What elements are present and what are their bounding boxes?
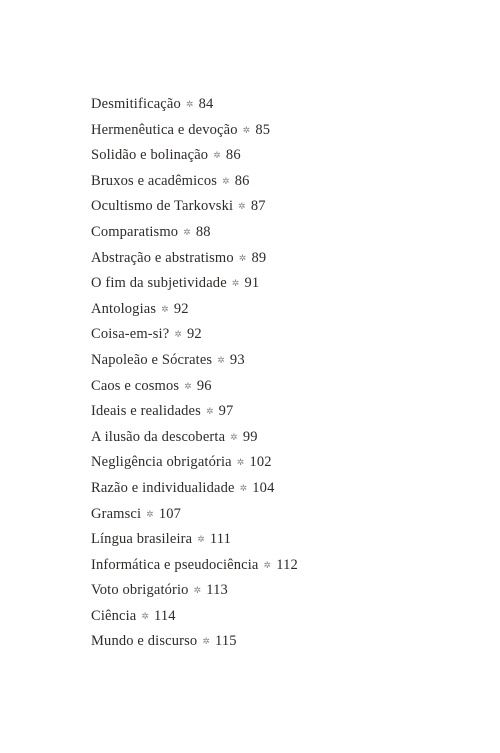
toc-entry-page: 112 [276, 556, 298, 573]
toc-entry-page: 84 [198, 96, 214, 112]
toc-entry-page: 86 [225, 147, 241, 164]
separator-icon: ✲ [161, 303, 169, 314]
toc-entry [91, 578, 298, 604]
separator-icon: ✲ [193, 585, 202, 596]
toc-entry-page: 99 [242, 428, 258, 445]
separator-icon: ✲ [197, 534, 205, 545]
toc-entry [91, 220, 298, 246]
toc-entry-title: Hermenêutica e devoção [91, 121, 238, 138]
separator-icon: ✲ [205, 406, 214, 417]
toc-entry-page: 87 [250, 198, 266, 215]
toc-entry [91, 527, 298, 553]
separator-icon: ✲ [183, 226, 191, 237]
toc-entry [91, 553, 298, 579]
toc-entry-title: Razão e individualidade [91, 479, 235, 496]
toc-entry-title: Antologias [91, 300, 157, 317]
toc-entry-page: 107 [158, 505, 182, 522]
separator-icon: ✲ [146, 508, 154, 519]
separator-icon: ✲ [174, 329, 183, 340]
toc-entry [91, 143, 298, 169]
toc-entry-title: Coisa-em-si? [91, 326, 170, 343]
toc-entry [91, 374, 298, 400]
toc-entry-title: Comparatismo [91, 223, 179, 240]
toc-entry [91, 502, 298, 528]
separator-icon: ✲ [184, 380, 192, 391]
toc-entry-title: Desmitificação [91, 96, 181, 112]
toc-entry-title: Informática e pseudociência [91, 556, 259, 573]
separator-icon: ✲ [213, 150, 221, 161]
toc-entry-title: Mundo e discurso [91, 633, 198, 650]
toc-entry [91, 604, 298, 630]
toc-entry-title: Ciência [91, 607, 137, 624]
separator-icon: ✲ [217, 354, 225, 365]
toc-entry-title: O fim da subjetividade [91, 275, 227, 292]
toc-entry-page: 86 [234, 172, 250, 189]
toc-entry-title: A ilusão da descoberta [91, 428, 226, 445]
toc-entry-page: 85 [255, 121, 271, 138]
toc-entry [91, 476, 298, 502]
toc-entry [91, 92, 298, 118]
toc-entry [91, 322, 298, 348]
toc-entry-page: 102 [249, 454, 272, 471]
toc-entry-page: 91 [244, 275, 260, 292]
toc-entry-page: 111 [209, 531, 232, 548]
toc-entry [91, 629, 298, 655]
toc-entry-page: 96 [196, 377, 212, 394]
separator-icon: ✲ [242, 124, 251, 135]
toc-entry-page: 97 [218, 403, 234, 420]
separator-icon: ✲ [238, 201, 246, 212]
separator-icon: ✲ [230, 431, 238, 442]
separator-icon: ✲ [141, 610, 150, 621]
toc-entry-title: Napoleão e Sócrates [91, 351, 213, 368]
toc-entry [91, 425, 298, 451]
toc-entry-title: Abstração e abstratismo [91, 249, 234, 266]
separator-icon: ✲ [239, 482, 248, 493]
toc-entry [91, 399, 298, 425]
toc-entry-page: 113 [206, 582, 228, 599]
toc-entry-title: Negligência obrigatória [91, 454, 232, 471]
toc-entry-title: Voto obrigatório [91, 582, 189, 599]
toc-entry-title: Ideais e realidades [91, 403, 201, 420]
toc-entry [91, 118, 298, 144]
toc-entry-page: 89 [251, 249, 267, 266]
toc-entry-page: 92 [173, 300, 189, 317]
toc-entry-page: 92 [187, 326, 202, 343]
toc-entry [91, 348, 298, 374]
separator-icon: ✲ [231, 278, 240, 289]
separator-icon: ✲ [263, 559, 272, 570]
separator-icon: ✲ [238, 252, 247, 263]
toc-entry-title: Gramsci [91, 505, 142, 522]
toc-entry [91, 271, 298, 297]
toc-entry-title: Bruxos e acadêmicos [91, 172, 218, 189]
toc-entry-page: 104 [252, 479, 275, 496]
toc-entry-page: 114 [154, 607, 176, 624]
toc-entry-page: 93 [229, 351, 245, 368]
separator-icon: ✲ [185, 99, 194, 109]
toc-entry [91, 246, 298, 272]
toc-entry [91, 169, 298, 195]
separator-icon: ✲ [222, 175, 230, 186]
toc-entry [91, 450, 298, 476]
toc-entry-title: Língua brasileira [91, 531, 193, 548]
toc-entry-title: Ocultismo de Tarkovski [91, 198, 234, 215]
table-of-contents [91, 92, 298, 655]
toc-entry-page: 115 [215, 633, 237, 650]
separator-icon: ✲ [202, 636, 211, 647]
toc-entry [91, 194, 298, 220]
separator-icon: ✲ [236, 457, 245, 468]
toc-entry-title: Solidão e bolinação [91, 147, 209, 164]
toc-entry [91, 297, 298, 323]
toc-entry-title: Caos e cosmos [91, 377, 180, 394]
toc-entry-page: 88 [195, 223, 211, 240]
